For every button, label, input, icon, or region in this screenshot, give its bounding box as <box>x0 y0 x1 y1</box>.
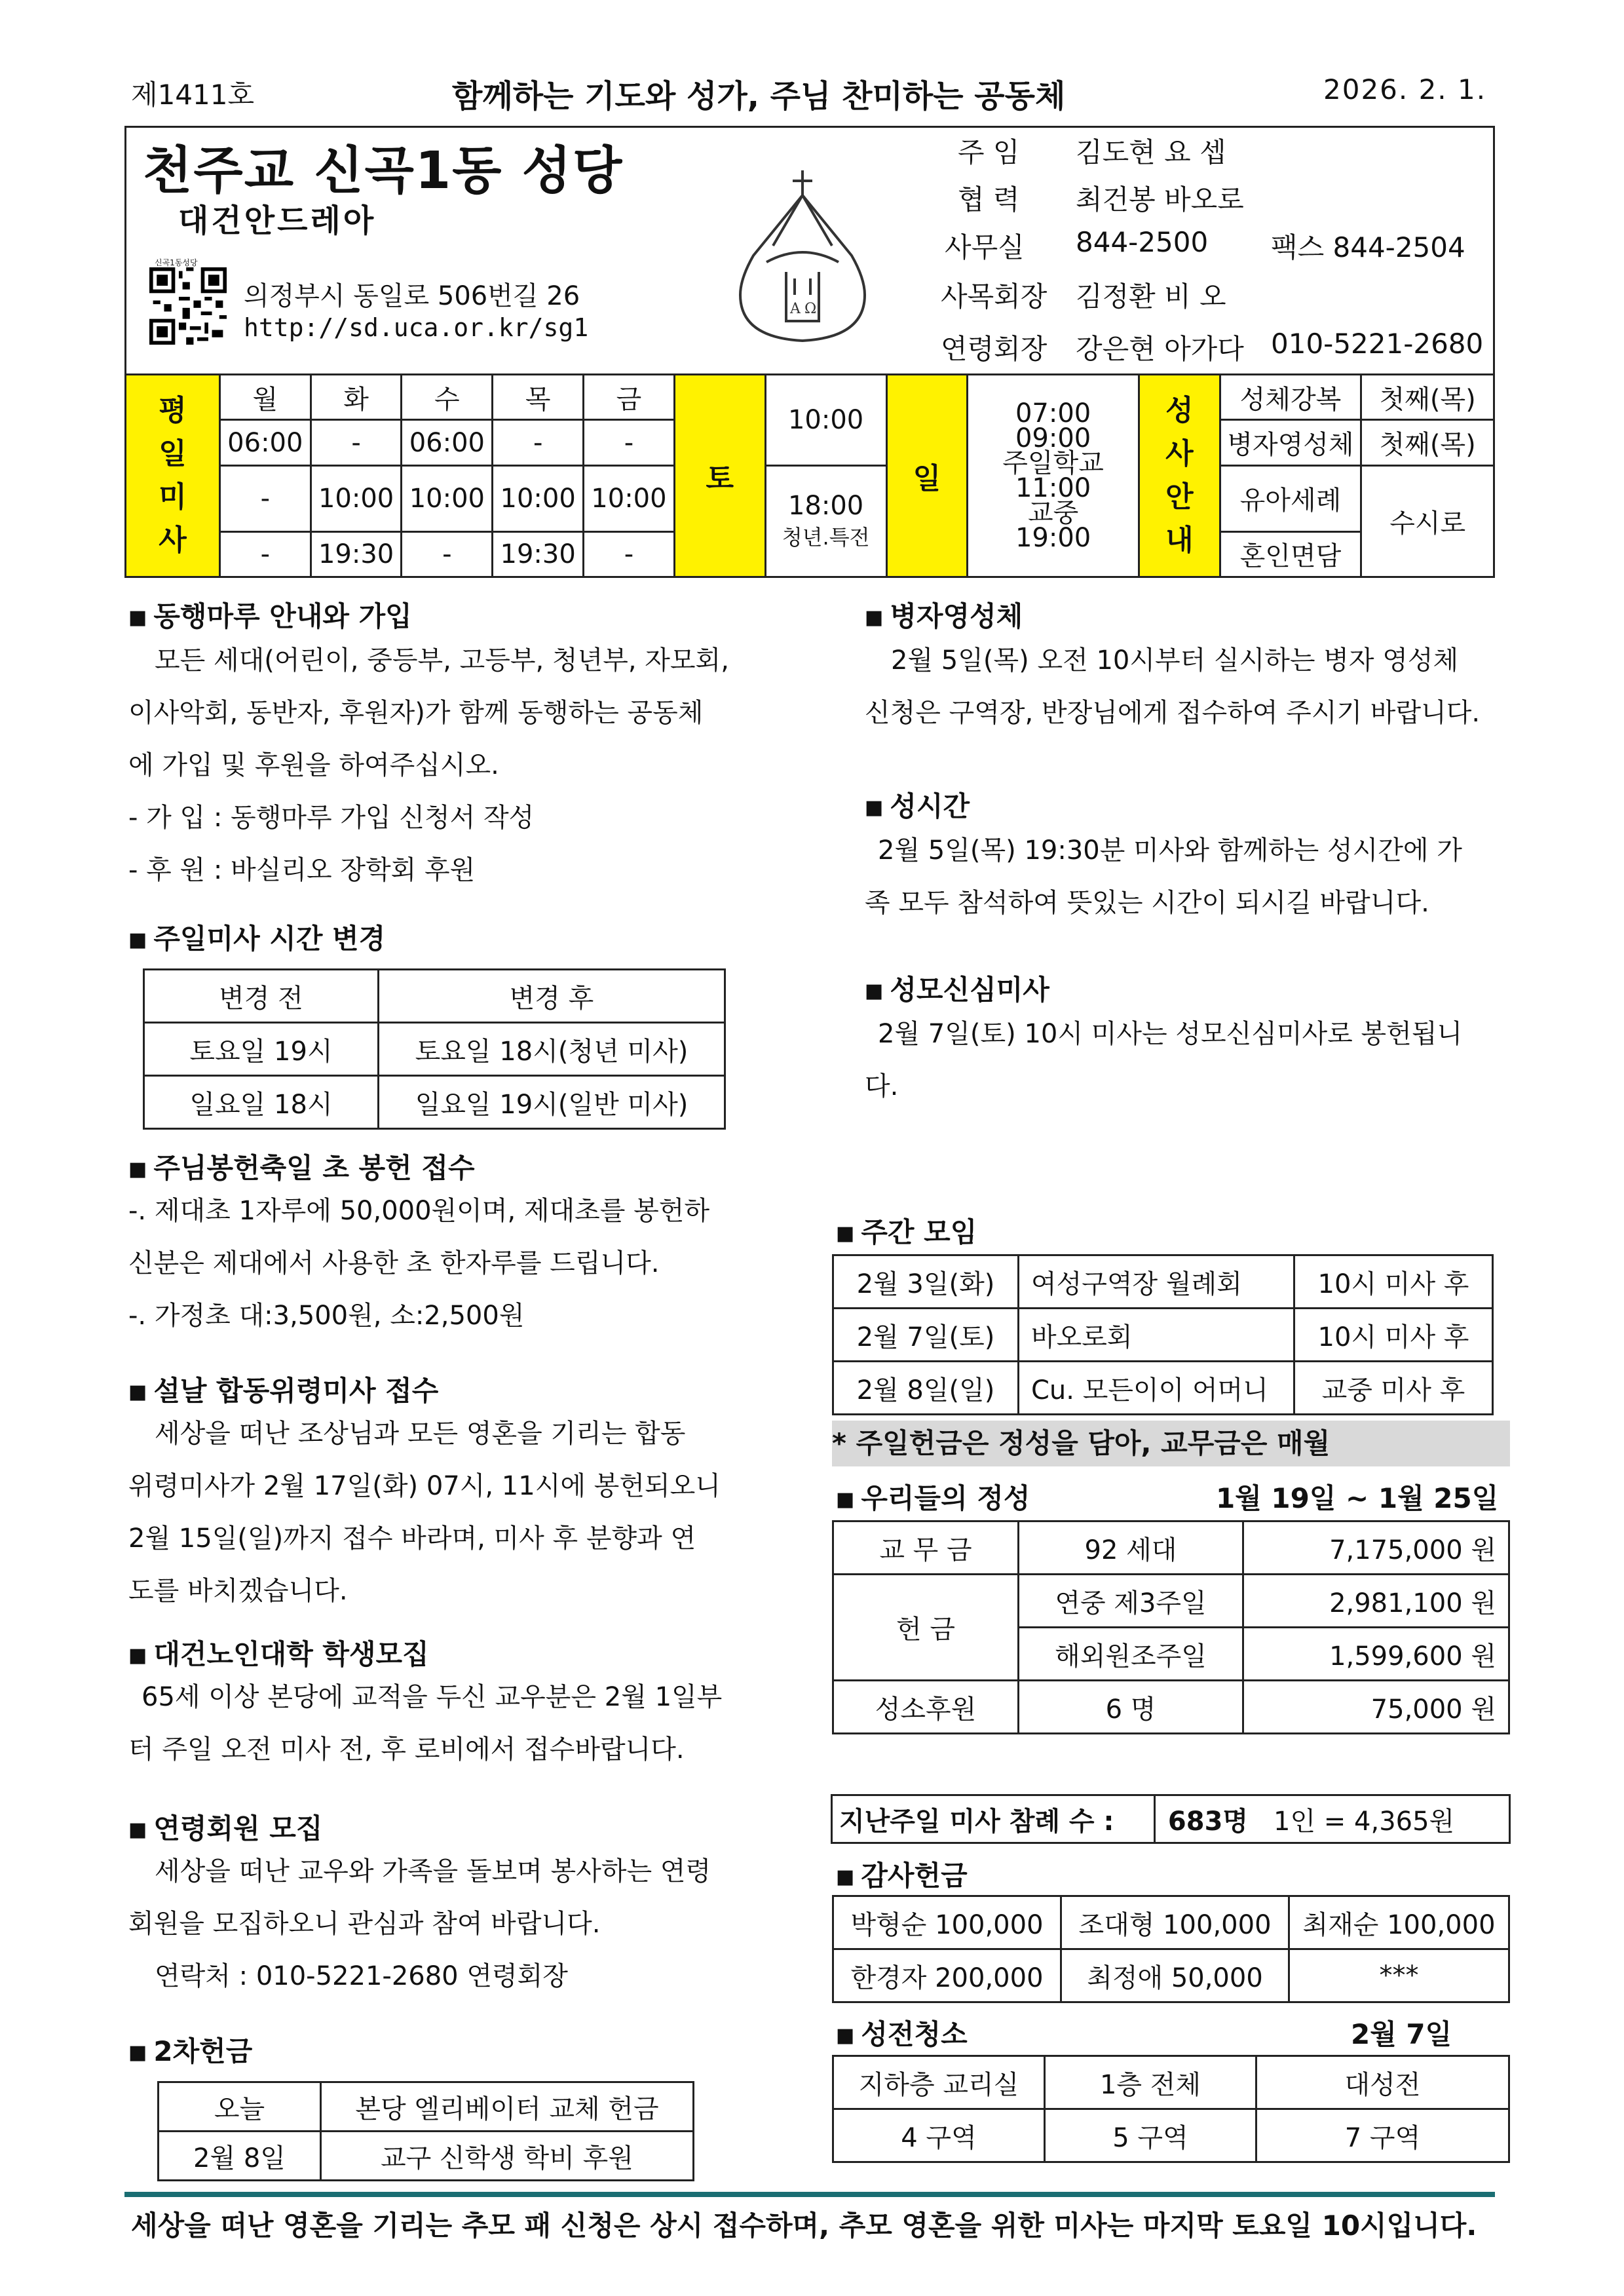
mass-time: - <box>402 531 493 577</box>
offering-period: 1월 19일 ~ 1월 25일 <box>1216 1482 1499 1514</box>
council-name: 김정환 비 오 <box>1076 280 1226 313</box>
qr-code-icon[interactable] <box>149 267 227 345</box>
section-body: 2월 5일(목) 오전 10시부터 실시하는 병자 영성체 신청은 구역장, 반장님에게 접수하여 주시기 바랍니다. <box>865 645 1481 728</box>
section-body: 모든 세대(어린이, 중등부, 고등부, 청년부, 자모회, 이사악회, 동반자, 후원자)가 함께 동행하는 공동체 에 가입 및 후원을 하여주십시오. - 가 입 : 동행마루 가입 신청서 작성 - 후 원 : 바실리오 장학회 후원 <box>128 645 729 885</box>
mass-time: 19:30 <box>493 531 584 577</box>
saturday-note: 청년.특전 <box>782 525 870 550</box>
section-title: ■ 주간 모임 <box>836 1216 977 1248</box>
saturday-time-1: 10:00 <box>765 375 886 466</box>
section-title: ■ 주일미사 시간 변경 <box>128 923 386 955</box>
attendance-box: 지난주일 미사 참례 수 : 683명 1인 = 4,365원 <box>831 1794 1511 1844</box>
guide-when: 수시로 <box>1361 465 1494 577</box>
section-title: ■ 우리들의 정성 <box>836 1482 1030 1514</box>
sacrament-guide-label: 성 사 안 내 <box>1139 375 1220 577</box>
guide-item: 혼인면담 <box>1220 531 1361 577</box>
mass-time: - <box>493 420 584 465</box>
mass-time: 06:00 <box>219 420 311 465</box>
section-title: ■ 설날 합동위령미사 접수 <box>128 1375 439 1407</box>
assist-name: 최건봉 바오로 <box>1076 183 1244 216</box>
section-body: 세상을 떠난 조상님과 모든 영혼을 기리는 합동 위령미사가 2월 17일(화) 07시, 11시에 봉헌되오니 2월 15일(일)까지 접수 바라며, 미사 후 분향과 연 도를 바치겠습니다. <box>128 1419 721 1606</box>
memorial-role: 연령회장 <box>941 333 1048 365</box>
mass-time: 19:30 <box>311 531 402 577</box>
day-fri: 금 <box>584 375 675 420</box>
section-title: ■ 병자영성체 <box>865 600 1023 632</box>
offering-notice: * 주일헌금은 정성을 담아, 교무금은 매월 <box>832 1421 1510 1466</box>
patron-saint: 대건안드레아 <box>178 202 377 239</box>
parish-address: 의정부시 동일로 506번길 26 <box>244 281 580 311</box>
day-mon: 월 <box>219 375 311 420</box>
sunday-label: 일 <box>886 375 967 577</box>
section-title: ■ 연령회원 모집 <box>128 1812 323 1845</box>
parish-url-link[interactable]: http://sd.uca.or.kr/sg1 <box>244 313 589 342</box>
council-role: 사목회장 <box>941 280 1048 313</box>
section-title: ■ 주님봉헌축일 초 봉헌 접수 <box>128 1152 475 1184</box>
svg-text:Ω: Ω <box>804 301 817 317</box>
mass-change-table: 변경 전 변경 후 토요일 19시 토요일 18시(청년 미사) 일요일 18시 일요일 19시(일반 미사) <box>143 968 726 1130</box>
memorial-phone: 010-5221-2680 <box>1271 328 1484 360</box>
section-body: 65세 이상 본당에 교적을 두신 교우분은 2월 1일부 터 주일 오전 미사 전, 후 로비에서 접수바랍니다. <box>128 1682 723 1765</box>
weekly-meeting-table: 2월 3일(화) 여성구역장 월례회 10시 미사 후 2월 7일(토) 바오로회 10시 미사 후 2월 8일(일) Cu. 모든이이 어머니 교중 미사 후 <box>832 1254 1494 1415</box>
day-wed: 수 <box>402 375 493 420</box>
thanksgiving-table: 박형순 100,000 조대형 100,000 최재순 100,000 한경자 200,000 최정애 50,000 *** <box>832 1895 1510 2003</box>
weekday-mass-label: 평 일 미 사 <box>126 375 220 577</box>
pastor-name: 김도현 요 셉 <box>1076 136 1226 168</box>
guide-when: 첫째(목) <box>1361 420 1494 465</box>
section-title: ■ 동행마루 안내와 가입 <box>128 600 412 632</box>
day-tue: 화 <box>311 375 402 420</box>
issue-date: 2026. 2. 1. <box>1323 73 1487 105</box>
mass-time: 10:00 <box>311 465 402 531</box>
section-body: -. 제대초 1자루에 50,000원이며, 제대초를 봉헌하 신분은 제대에서 사용한 초 한자루를 드립니다. -. 가정초 대:3,500원, 소:2,500원 <box>128 1196 710 1331</box>
assist-role: 협 력 <box>958 183 1020 216</box>
mass-time: - <box>584 420 675 465</box>
second-collection-table: 오늘 본당 엘리베이터 교체 헌금 2월 8일 교구 신학생 학비 후원 <box>157 2081 694 2181</box>
section-title: ■ 2차헌금 <box>128 2035 253 2067</box>
qr-caption: 신곡1동성당 <box>155 258 198 267</box>
section-title: ■ 성시간 <box>865 790 970 822</box>
offering-table: 교 무 금 92 세대 7,175,000 원 헌 금 연중 제3주일 2,981,100 원 해외원조주일 1,599,600 원 성소후원 6 명 75,000 원 <box>832 1520 1510 1734</box>
section-title: ■ 대건노인대학 학생모집 <box>128 1638 429 1670</box>
section-title: ■ 성전청소 <box>836 2018 968 2050</box>
guide-item: 유아세례 <box>1220 465 1361 531</box>
guide-item: 병자영성체 <box>1220 420 1361 465</box>
mass-time: - <box>219 531 311 577</box>
mass-time: 06:00 <box>402 420 493 465</box>
mass-schedule-table <box>124 373 1495 578</box>
parish-name: 천주교 신곡1동 성당 <box>143 142 624 201</box>
section-body: 2월 5일(목) 19:30분 미사와 함께하는 성시간에 가 족 모두 참석하여 뜻있는 시간이 되시길 바랍니다. <box>865 835 1462 918</box>
section-body: 세상을 떠난 교우와 가족을 돌보며 봉사하는 연령 회원을 모집하오니 관심과 참여 바랍니다. 연락처 : 010-5221-2680 연령회장 <box>128 1856 711 1991</box>
day-thu: 목 <box>493 375 584 420</box>
mass-time: - <box>584 531 675 577</box>
svg-text:A: A <box>790 301 801 317</box>
cleaning-table: 지하층 교리실 1층 전체 대성전 4 구역 5 구역 7 구역 <box>832 2055 1510 2163</box>
saturday-label: 토 <box>674 375 765 577</box>
section-title: ■ 성모신심미사 <box>865 974 1049 1006</box>
headline: 함께하는 기도와 성가, 주님 찬미하는 공동체 <box>452 78 1066 115</box>
issue-number: 제1411호 <box>131 79 255 111</box>
mass-time: - <box>311 420 402 465</box>
saturday-time-2: 18:00 청년.특전 <box>765 465 886 577</box>
mass-time: 10:00 <box>402 465 493 531</box>
section-body: 2월 7일(토) 10시 미사는 성모신심미사로 봉헌됩니 다. <box>865 1019 1463 1101</box>
guide-when: 첫째(목) <box>1361 375 1494 420</box>
cleaning-date: 2월 7일 <box>1351 2018 1452 2050</box>
footer-divider <box>124 2192 1495 2197</box>
office-role: 사무실 <box>945 231 1025 263</box>
mass-time: - <box>219 465 311 531</box>
memorial-name: 강은현 아가다 <box>1076 333 1244 365</box>
pastor-role: 주 임 <box>958 136 1020 168</box>
church-logo-icon <box>727 164 878 347</box>
mass-time: 10:00 <box>493 465 584 531</box>
office-phone: 844-2500 <box>1076 226 1209 258</box>
guide-item: 성체강복 <box>1220 375 1361 420</box>
mass-time: 10:00 <box>584 465 675 531</box>
fax-number: 팩스 844-2504 <box>1271 231 1465 263</box>
section-title: ■ 감사헌금 <box>836 1860 968 1892</box>
footer-notice: 세상을 떠난 영혼을 기리는 추모 패 신청은 상시 접수하며, 추모 영혼을 위한 미사는 마지막 토요일 10시입니다. <box>131 2210 1477 2242</box>
sunday-times: 07:00 09:00 주일학교 11:00 교중 19:00 <box>968 375 1139 577</box>
